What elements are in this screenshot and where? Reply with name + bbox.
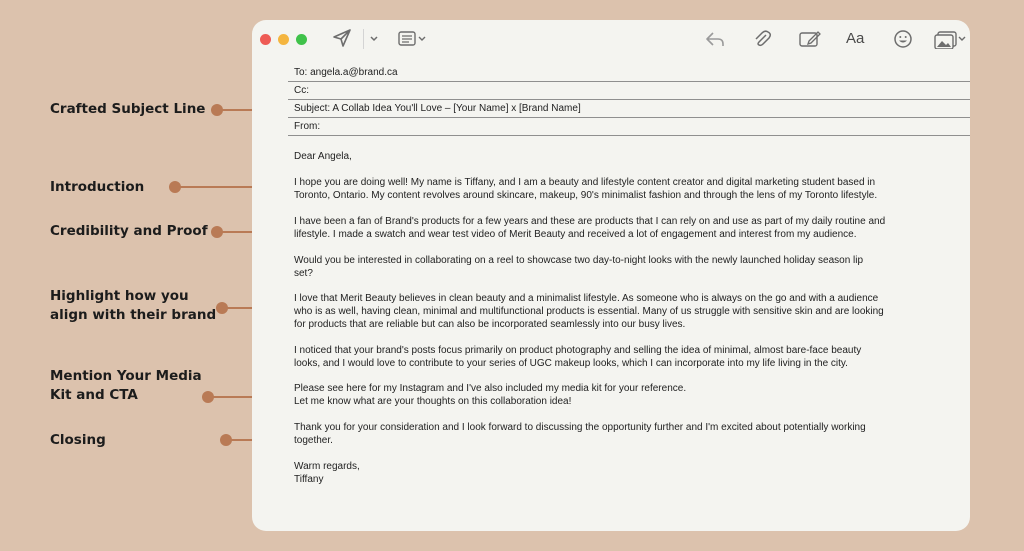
compose-toolbar [252,20,970,60]
body-line: I love that Merit Beauty believes in clean beauty and a minimalist lifestyle. As someone who is always on the go and with a audience [294,293,879,304]
body-line: lifestyle. I made a swatch and wear test video of Merit Beauty and received a lot of engagement and interest from my audience. [294,229,857,240]
annotation-credibility: Credibility and Proof [50,223,208,239]
font-icon[interactable]: Aa [846,30,865,47]
separator [363,29,364,49]
markup-icon[interactable] [799,29,821,49]
from-field[interactable]: From: [294,121,321,132]
divider [288,81,970,82]
annotation-line: Kit and CTA [50,387,138,403]
photo-browser-icon[interactable] [934,29,966,49]
emoji-icon[interactable] [893,29,913,49]
divider [288,135,970,136]
sender-name: Tiffany [294,474,324,485]
annotation-line: Mention Your Media [50,368,202,384]
annotation-introduction: Introduction [50,179,145,195]
annotation-media-kit [50,367,202,405]
body-line: Thank you for your consideration and I look forward to discussing the opportunity further and I'm excited about potentially working [294,422,866,433]
zoom-window-button[interactable] [296,34,307,45]
body-line: I hope you are doing well! My name is Tiffany, and I am a beauty and lifestyle content creator and digital marketing student based in [294,177,876,188]
email-paragraph-credibility[interactable] [294,215,934,241]
to-field[interactable]: To: angela.a@brand.ca [294,67,398,78]
annotation-brand-alignment [50,287,216,325]
annotation-line: align with their brand [50,307,217,323]
reply-icon[interactable] [705,30,725,48]
minimize-window-button[interactable] [278,34,289,45]
subject-field[interactable]: Subject: A Collab Idea You'll Love – [Your Name] x [Brand Name] [294,103,581,114]
body-line: I have been a fan of Brand's products for a few years and these are products that I can rely on and use as part of my daily routine and [294,216,886,227]
header-fields-icon[interactable] [398,30,428,48]
email-paragraph-ask[interactable] [294,254,934,280]
body-line: Let me know what are your thoughts on this collaboration idea! [294,396,572,407]
email-paragraph-observation[interactable] [294,344,934,370]
email-paragraph-closing[interactable] [294,421,934,447]
close-window-button[interactable] [260,34,271,45]
compose-window [252,20,970,531]
divider [288,117,970,118]
email-signature[interactable] [294,460,934,486]
body-line: looks, and I would love to contribute to your series of UGC makeup looks, which I can incorporate into my life living in the city. [294,358,848,369]
body-line: Would you be interested in collaborating on a reel to showcase two day-to-night looks with the newly launched holiday season lip [294,255,864,266]
body-line: who is as well, having clean, minimal and multifunctional products is essential. Many of us struggle with sensitive skin and are looking [294,306,884,317]
attachment-icon[interactable] [752,29,772,49]
divider [288,99,970,100]
email-paragraph-alignment[interactable] [294,292,934,331]
email-greeting[interactable]: Dear Angela, [294,151,352,162]
signoff: Warm regards, [294,461,360,472]
send-icon[interactable] [332,28,352,48]
body-line: Toronto, Ontario. My content revolves around skincare, makeup, 90's minimalist fashion and through the lens of my Toronto lifestyle. [294,190,878,201]
annotation-subject-line: Crafted Subject Line [50,101,206,117]
body-line: together. [294,435,333,446]
body-line: I noticed that your brand's posts focus primarily on product photography and selling the idea of minimal, almost bare-face beauty [294,345,862,356]
email-paragraph-media-kit[interactable] [294,382,934,408]
email-paragraph-intro[interactable] [294,176,934,202]
annotation-closing: Closing [50,432,106,448]
chevron-down-icon[interactable] [369,34,379,44]
body-line: for products that are reliable but can also be incorporated seamlessly into our busy lives. [294,319,686,330]
cc-field[interactable]: Cc: [294,85,309,96]
body-line: Please see here for my Instagram and I've also included my media kit for your reference. [294,383,687,394]
body-line: set? [294,268,313,279]
annotation-line: Highlight how you [50,288,189,304]
